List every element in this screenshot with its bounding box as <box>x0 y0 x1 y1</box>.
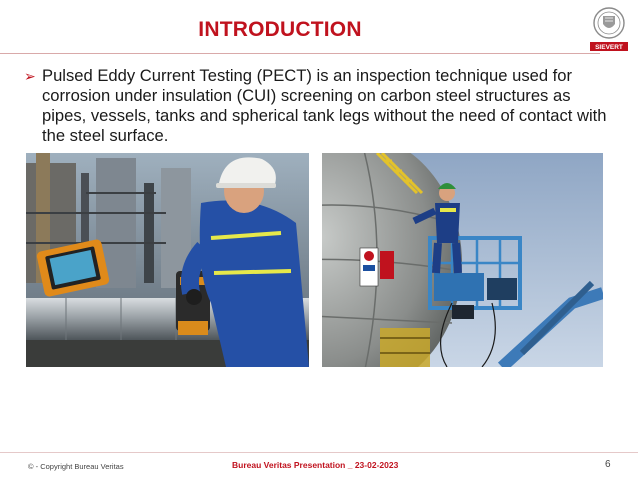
arrow-bullet-icon: ➢ <box>24 68 36 84</box>
page-number: 6 <box>605 459 611 470</box>
title-divider <box>0 53 600 54</box>
svg-text:SIEVERT: SIEVERT <box>595 44 623 51</box>
photo-aerial-lift-sphere <box>322 153 603 367</box>
presentation-label: Bureau Veritas Presentation _ 23-02-2023 <box>232 460 399 470</box>
bullet-text: Pulsed Eddy Current Testing (PECT) is an inspection technique used for corrosion under insulation (CUI) screening on carbon steel structures as pipes, vessels, tanks and spherical tank legs without the need of contact with the steel surface. <box>42 66 607 145</box>
company-logo <box>588 4 630 54</box>
slide-title: INTRODUCTION <box>198 18 362 41</box>
photo-technician-pipe <box>26 153 309 367</box>
bullet-item <box>24 66 614 146</box>
copyright-text: © - Copyright Bureau Veritas <box>28 462 124 471</box>
footer-divider <box>0 452 638 453</box>
